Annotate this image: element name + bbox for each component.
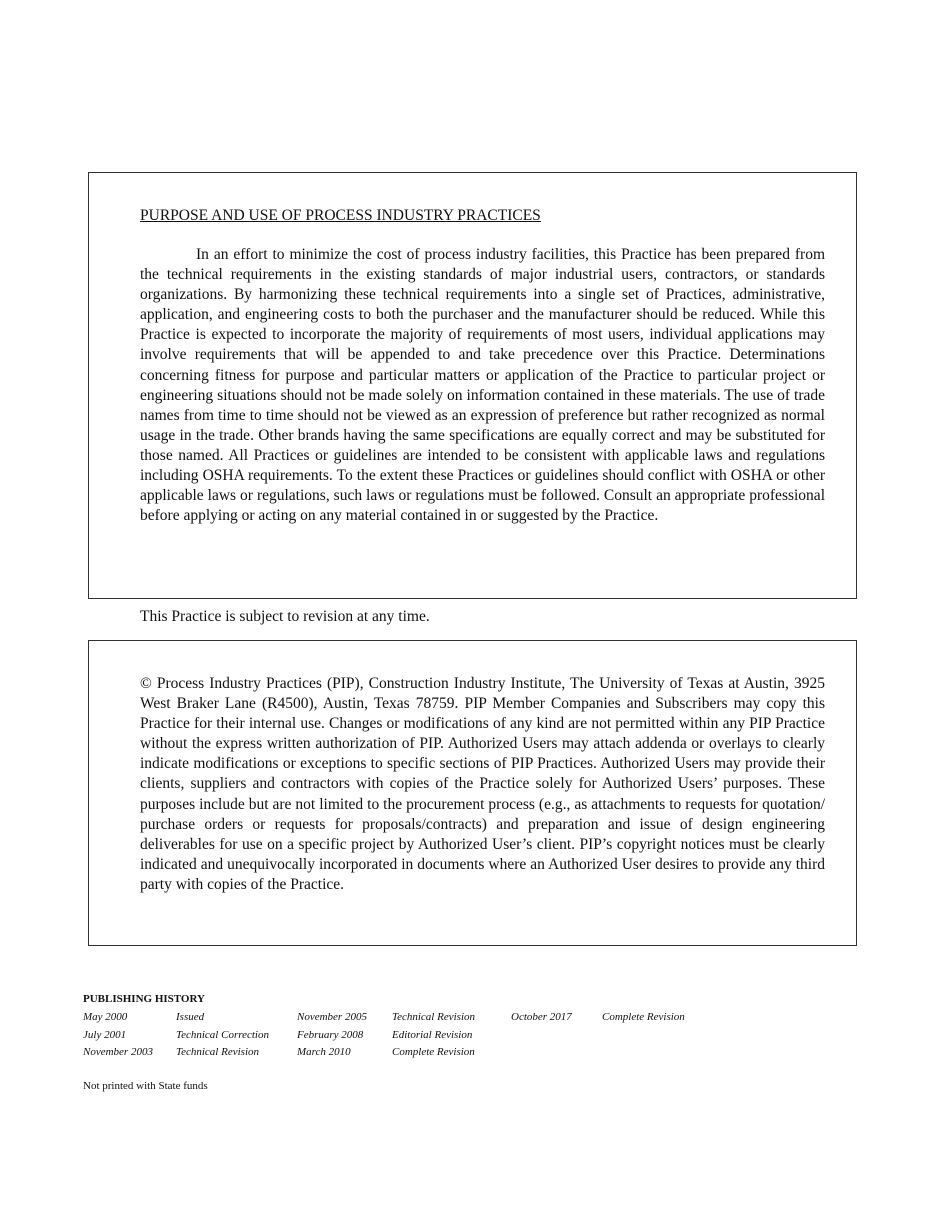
history-row (83, 1029, 685, 1047)
purpose-box (88, 172, 857, 599)
history-row (83, 1046, 685, 1064)
history-type (602, 1029, 685, 1047)
purpose-paragraph: In an effort to minimize the cost of process industry facilities, this Practice has been prepared from the technical requirements in the existing standards of major industrial users, contractors, or standards organizations. By harmonizing these technical requirements into a single set of Practices, administrative, application, and engineering costs to both the purchaser and the manufacturer should be reduced. While this Practice is expected to incorporate the majority of requirements of most users, individual applications may involve requirements that will be appended to and take precedence over this Practice. Determinations concerning fitness for purpose and particular matters or application of the Practice to particular project or engineering situations should not be made solely on information contained in these materials. The use of trade names from time to time should not be viewed as an expression of preference but rather recognized as normal usage in the trade. Other brands having the same specifications are equally correct and may be substituted for those named. All Practices or guidelines are intended to be consistent with applicable laws and regulations including OSHA requirements. To the extent these Practices or guidelines should conflict with OSHA or other applicable laws or regulations, such laws or regulations must be followed. Consult an appropriate professional before applying or acting on any material contained in or suggested by the Practice. (140, 246, 825, 525)
publishing-history-table (83, 1011, 685, 1064)
history-date: May 2000 (83, 1011, 128, 1023)
history-row (83, 1011, 685, 1029)
history-date (511, 1029, 602, 1047)
copyright-paragraph: © Process Industry Practices (PIP), Construction Industry Institute, The University of Texas at Austin, 3925 West Braker Lane (R4500), Austin, Texas 78759. PIP Member Companies and Subscribers may copy this Practice for their internal use. Changes or modifications of any kind are not permitted within any PIP Practice without the express written authorization of PIP. Authorized Users may attach addenda or overlays to clearly indicate modifications or exceptions to specific sections of PIP Practices. Authorized Users may provide their clients, suppliers and contractors with copies of the Practice solely for Authorized Users’ purposes. These purposes include but are not limited to the procurement process (e.g., as attachments to requests for quotation/ purchase orders or requests for proposals/contracts) and preparation and issue of design engineering deliverables for use on a specific project by Authorized User’s client. PIP’s copyright notices must be clearly indicated and unequivocally incorporated in documents where an Authorized User desires to provide any third party with copies of the Practice. (140, 675, 825, 893)
funding-note: Not printed with State funds (83, 1080, 208, 1092)
publishing-history-title: PUBLISHING HISTORY (83, 993, 205, 1005)
revision-note: This Practice is subject to revision at any time. (140, 608, 430, 625)
history-type: Complete Revision (602, 1011, 685, 1023)
history-type: Editorial Revision (392, 1028, 473, 1041)
history-date: July 2001 (83, 1028, 127, 1041)
history-type (602, 1046, 685, 1064)
history-date: November 2005 (297, 1011, 367, 1023)
history-date: February 2008 (297, 1028, 364, 1041)
history-type: Complete Revision (392, 1046, 475, 1058)
copyright-box (88, 640, 857, 946)
history-type: Technical Correction (176, 1028, 269, 1041)
history-type: Issued (176, 1011, 205, 1023)
history-date: March 2010 (297, 1046, 351, 1058)
history-date: November 2003 (83, 1046, 153, 1058)
purpose-heading: PURPOSE AND USE OF PROCESS INDUSTRY PRACTICES (140, 207, 541, 224)
history-type: Technical Revision (392, 1011, 475, 1023)
history-date (511, 1046, 602, 1064)
history-date: October 2017 (511, 1011, 572, 1023)
history-type: Technical Revision (176, 1046, 259, 1058)
